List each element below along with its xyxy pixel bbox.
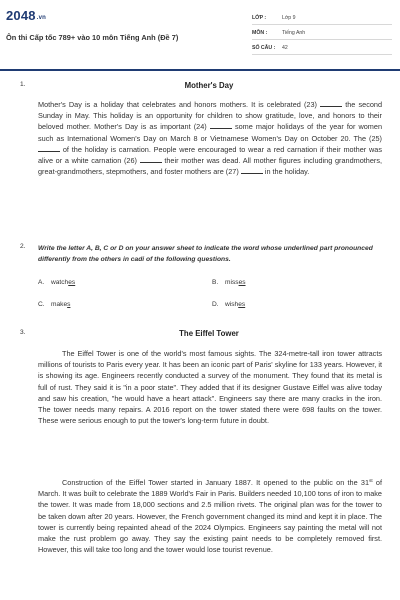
passage-segment: Construction of the Eiffel Tower started in January 1887. It opened to the public on the 31 <box>62 478 370 487</box>
meta-value: Tiếng Anh <box>282 29 306 36</box>
option-letter: B. <box>212 279 219 286</box>
meta-row-subject <box>252 26 392 40</box>
passage-segment: their mother was dead. All mother figures including grandmothers, great-grandmothers, stepmothers, and foster mothers are (27) <box>38 156 383 177</box>
passage-segment: of March. It was built to celebrate the 1889 World's Fair in Paris. Builders needed 10,100 tons of iron to make the tower. It was made from 18,000 sections and 2.5 million rivets. The original plan was for the tower to be taken down after 20 years. However, the French government changed its mind and kept it in place. The tower is currently being repainted ahead of the 2024 Olympics. Engineers say painting the metal will not make the rust problem go away. They say the existing paint needs to be completely removed first. However, this will take too long and the tower would lose tourist revenue. <box>38 478 382 555</box>
passage-title: Mother's Day <box>184 81 234 90</box>
logo-suffix: .vn <box>36 15 47 21</box>
question-number: 2. <box>20 243 26 250</box>
option-letter: D. <box>212 301 219 308</box>
meta-table <box>252 11 392 56</box>
passage-segment: some major holidays of the year for women such as International Women's Day on March 8 or Vietnamese Women's Day on October 20. The (25) <box>38 122 383 143</box>
passage-paragraph: The Eiffel Tower is one of the world's most famous sights. The 324-metre-tall iron tower attracts millions of tourists to Paris every year. It has been an iconic part of Paris' skyline for 133 years. However, it is showing its age. Engineers recently conducted a survey of the monument. They found that its metal is full of rust. They said it is "in a poor state". They added that if its designer Gustave Eiffel was alive today and saw his creation, "he would have a heart attack". Engineers say there are many cracks in the iron. The tower needs many repairs. A 2016 report on the tower stated there were 698 faults on the tower. These were serious enough to put the tower's long-term future in doubt. <box>38 349 382 426</box>
meta-value: Lớp 9 <box>282 14 296 21</box>
question-number: 3. <box>20 329 26 336</box>
passage-segment: in the holiday. <box>264 167 310 177</box>
option-letter: A. <box>38 279 45 286</box>
option-c[interactable] <box>38 301 70 308</box>
answer-blank-25[interactable] <box>38 144 60 152</box>
option-underlined: es <box>238 301 246 308</box>
answer-blank-24[interactable] <box>210 121 232 129</box>
option-stem: wish <box>225 301 239 308</box>
option-stem: make <box>51 301 68 308</box>
meta-row-class <box>252 11 392 25</box>
option-underlined: s <box>67 301 71 308</box>
question-number: 1. <box>20 81 26 88</box>
answer-blank-26[interactable] <box>140 155 162 163</box>
passage-segment: the second Sunday in May. This holiday is an opportunity for children to show gratitude, love, and honors to their beloved mother. Mother's Day is as important (24) <box>38 100 383 132</box>
meta-label: LỚP : <box>252 14 267 21</box>
passage-text <box>38 99 382 177</box>
passage-title: The Eiffel Tower <box>179 329 239 338</box>
option-underlined: es <box>238 279 246 286</box>
option-stem: watch <box>51 279 69 286</box>
meta-label: SỐ CÂU : <box>252 44 276 51</box>
option-underlined: es <box>68 279 76 286</box>
answer-blank-27[interactable] <box>241 166 263 174</box>
header-divider <box>0 69 400 71</box>
site-logo[interactable] <box>6 8 46 23</box>
logo-text: 2048 <box>6 8 36 23</box>
answer-blank-23[interactable] <box>320 99 342 107</box>
ordinal-suffix: st <box>369 478 373 483</box>
question-instruction: Write the letter A, B, C or D on your answer sheet to indicate the word whose underlined part pronounced differently from the others in cadi of the following questions. <box>38 245 373 264</box>
passage-segment: of the holiday is carnation. People were encouraged to wear a red carnation if their mother was alive or a white carnation (26) <box>38 144 382 166</box>
passage-segment: Mother's Day is a holiday that celebrates and honors mothers. It is celebrated (23) <box>38 100 317 109</box>
option-letter: C. <box>38 301 45 308</box>
option-stem: miss <box>225 279 239 286</box>
option-b[interactable] <box>212 279 246 286</box>
meta-label: MÔN : <box>252 29 268 36</box>
document-title: Ôn thi Cấp tốc 789+ vào 10 môn Tiếng Anh (Đề 7) <box>6 33 179 42</box>
passage-paragraph <box>38 477 382 555</box>
meta-row-question-count <box>252 41 392 55</box>
option-a[interactable] <box>38 279 75 286</box>
page-header <box>0 0 400 62</box>
meta-value: 42 <box>282 44 288 51</box>
option-d[interactable] <box>212 301 245 308</box>
